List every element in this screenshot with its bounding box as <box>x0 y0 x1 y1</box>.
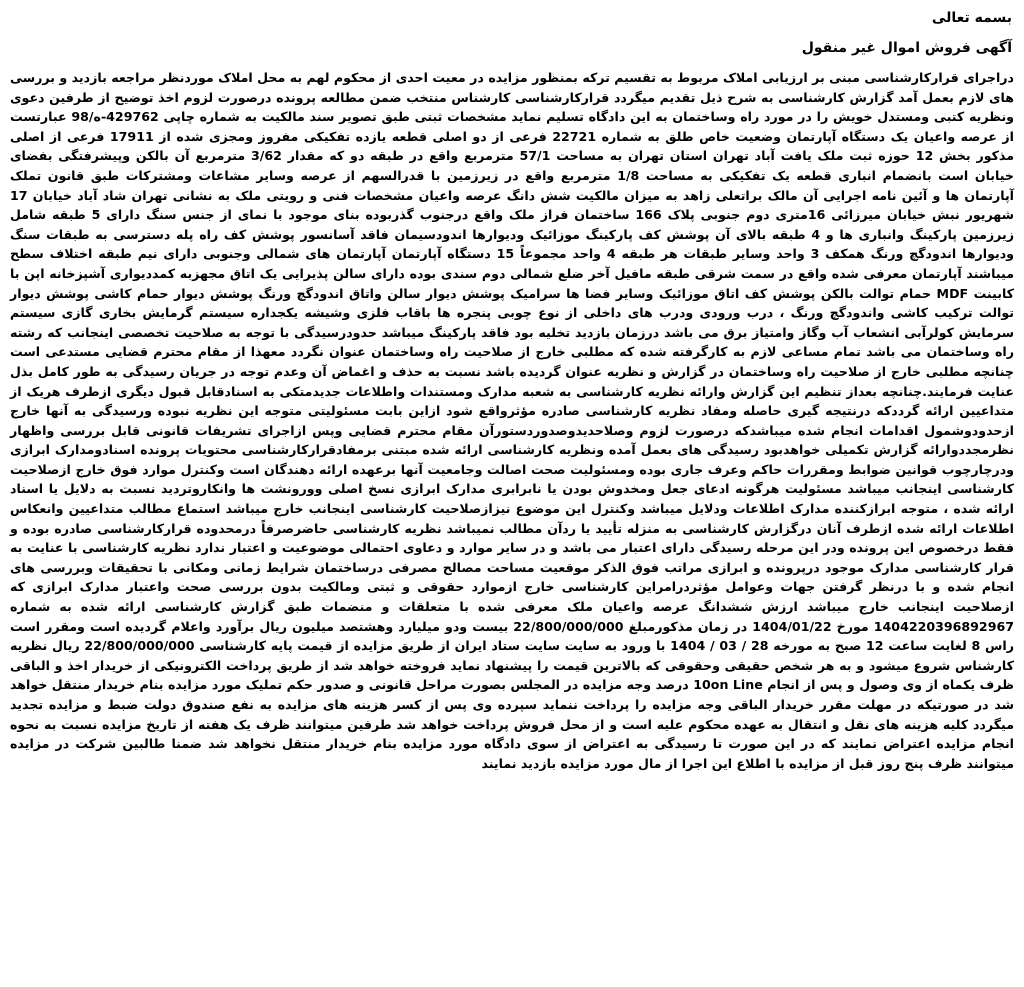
notice-document <box>8 8 1016 773</box>
notice-title: آگهی فروش اموال غیر منقول <box>801 40 1012 56</box>
bismillah-heading: بسمه تعالی <box>931 10 1012 26</box>
notice-body: دراجرای قرارکارشناسی مبنی بر ارزیابی املاک مربوط به تقسیم ترکه بمنظور مزایده در معیت احدی از محکوم لهم به محل املاک موردنظر مراجعه بازدید و بررسی های لازم بعمل آمد گزارش کارشناسی به شرح ذیل تقدیم میگردد قرارکارشناسی کارشناس منتخب ضمن مطالعه پرونده درصورت لزوم اخذ توضیح از طرفین دعوی ونظریه کتبی ومستدل خویش را در مورد راه وساختمان به این دادگاه تسلیم نماید مشخصات ثبتی طبق تصویر سند مالکیت به شماره چاپی 429762-ه/98 عبارتست از عرصه واعیان یک دستگاه آپارتمان وضعیت خاص طلق به شماره 22721 فرعی از دو اصلی قطعه یازده تفکیکی مفروز ومجزی شده از 17911 فرعی از اصلی مذکور بخش 12 حوزه ثبت ملک یافت آباد تهران استان تهران به مساحت 57/1 مترمربع واقع در طبقه دو که مقدار 3/62 مترمربع آن بالکن وپیشرفتگی بفضای خیابان است بانضمام انباری قطعه یک تفکیکی به مساحت 1/8 مترمربع واقع در زیرزمین با قدرالسهم از عرصه وسایر مشاعات ومشترکات طبق قانون تملک آپارتمان ها و آئین نامه اجرایی آن مالک براتعلی زاهد به میزان مالکیت شش دانگ عرصه واعیان مشخصات فنی و رویتی ملک به نشانی تهران شاد آباد خیابان 17 شهریور نبش خیابان میرزائی 16متری دوم جنوبی پلاک 166 ساختمان فراز ملک واقع درجنوب گذربوده بنای موجود با نمای از جنس سنگ دارای 5 طبقه شامل زیرزمین پارکینگ وانباری ها و 4 طبقه بالای آن پوشش کف پارکینگ موزائیک ودیوارها اندودسیمان فاقد آسانسور پوشش کف راه پله دسترسی به طبقات سنگ ودیوارها اندودگچ ورنگ همکف 3 واحد وسایر طبقات هر طبقه 4 واحد مجموعاً 15 دستگاه آپارتمان آپارتمان های شمالی وجنوبی دارای نیم طبقه اختلاف سطح میباشند آپارتمان معرفی شده واقع در سمت شرقی طبقه مافیل آخر ضلع شمالی دوم سندی بوده دارای سالن پذیرایی یک اتاق مجهزبه کمددیواری آشپزخانه اپن با کابینت MDF حمام توالت بالکن پوشش کف اتاق موزائیک وسایر فضا ها سرامیک پوشش دیوار سالن واتاق اندودگچ ورنگ پوشش دیوار حمام کاشی پوشش دیوار توالت ترکیب کاشی واندودگچ ورنگ ، درب ورودی ودرب های داخلی از نوع چوبی پنجره ها باقاب فلزی وشیشه یکجداره سیستم گرمایش بخاری گازی سیستم سرمایش کولرآبی انشعاب آب وگاز وامتیاز برق می باشد درزمان بازدید تخلیه بود فاقد پارکینگ میباشد حدودرسیدگی با توجه به صلاحیت تخصصی اینجانب که رشته راه وساختمان می باشد تمام مساعی لازم به کارگرفته شده که مطلبی خارج از صلاحیت راه وساختمان عنوان نگردد معهذا از مقام محترم قضایی مستدعی است چنانچه مطلبی خارج از صلاحیت راه وساختمان در گزارش و نظریه عنوان گردیده باشد نسبت به حذف و اغماض آن وعدم توجه در جریان رسیدگی به طور کامل بذل عنایت فرمایند.چنانچه بعداز تنظیم این گزارش وارائه نظریه کارشناسی به شعبه مدارک ومستندات واطلاعات جدیدمتکی به اسنادقابل قبول دیگری ازطرف هریک از متداعیین ارائه گرددکه درنتیجه گیری حاصله ومفاد نظریه کارشناسی صادره مؤثرواقع شود ازاین بابت مسئولیتی متوجه این نظریه نبوده ورسیدگی به آنها خارج ازحدودوشمول اقدامات انجام شده میباشدکه درصورت لزوم وصلاحدیدوصدوردستورآن مقام محترم قضایی وپس ازاجرای تشریفات قانونی قابل بررسی واظهار نظرمجددوارائه گزارش تکمیلی خواهدبود رسیدگی های بعمل آمده ونظریه کارشناسی ارائه شده مبتنی برمفادقرارکارشناسی محتویات پرونده اسنادومدارک ابرازی ودرچارچوب قوانین ضوابط ومقررات حاکم وعرف جاری بوده ومسئولیت صحت اصالت وجامعیت آنها برعهده ارائه دهندگان است وکنترل موارد فوق خارج ازصلاحیت کارشناسی اینجانب میباشد مسئولیت هرگونه ادعای جعل ومخدوش بودن یا نابرابری مدارک ابرازی نسخ اصلی وورونشت ها وانکاروتردید نسبت به دلایل یا اسناد ارائه شده ، متوجه ابرازکننده مدارک اطلاعات ودلایل میباشد وکنترل این موضوع نیزازصلاحیت کارشناسی اینجانب خارج میباشد استماع مطالب متداعیین وانعکاس اطلاعات ارائه شده ازطرف آنان درگزارش کارشناسی به منزله تأیید یا ردآن مطالب نمیباشد نظریه کارشناسی حاضرصرفاً درمحدوده قرارکارشناسی صادره بوده و فقط درخصوص این پرونده ودر این مرحله رسیدگی دارای اعتبار می باشد و در سایر موارد و دعاوی احتمالی موضوعیت و اعتبار ندارد نظریه کارشناسی با عنایت به قرار کارشناسی مدارک موجود درپرونده و ابرازی مراتب فوق الذکر موقعیت مساحت مصالح مصرفی درساختمان شرایط زمانی ومکانی با تحقیقات وبررسی های انجام شده و با درنظر گرفتن جهات وعوامل مؤثردرامراین کارشناسی خارج ازموارد حقوقی و ثبتی ومالکیت بدون بررسی صحت واعتبار مدارک ابرازی که ازصلاحیت اینجانب خارج میباشد ارزش ششدانگ عرصه واعیان ملک معرفی شده با متعلقات و منضمات طبق گزارش کارشناسی ارائه شده به شماره 1404220396892967 مورخ 1404/01/22 در زمان مذکورمبلغ 22/800/000/000 بیست ودو میلیارد وهشتصد میلیون ریال برآورد واعلام گردیده است ومقرر است راس 8 لغایت ساعت 12 صبح به مورخه 28 / 03 / 1404 با ورود به سایت سایت ستاد ایران از طریق مزایده از قیمت پایه کارشناسی 22/800/000/000 ریال نظریه کارشناس شروع میشود و به هر شخص حقیقی وحقوقی که بالاترین قیمت را پیشنهاد نماید فروخته خواهد شد از طریق پرداخت الکترونیکی از خریدار اخذ و الباقی ظرف یکماه از وی وصول و پس از انجام 10on Line درصد وجه مزایده در المجلس بصورت مراحل قانونی و صدور حکم تملیک مورد مزایده بنام خریدار منتقل خواهد شد در صورتیکه در مهلت مقرر خریدار الباقی وجه مزایده را پرداخت ننماید سپرده وی پس از کسر هزینه های مزایده به نفع صندوق دولت ضبط و مزایده تجدید میگردد کلیه هزینه های نقل و انتقال به عهده محکوم علیه است و از محل فروش پرداخت خواهد شد طرفین میتوانند ظرف یک هفته از تاریخ مزایده نسبت به نحوه انجام مزایده اعتراض نمایند که در این صورت تا رسیدگی به اعتراض از سوی دادگاه مورد مزایده بنام خریدار منتقل نخواهد شد ضمنا طالبین شرکت در مزایده میتوانند ظرف پنج روز قبل از مزایده با اطلاع این اجرا از مال مورد مزایده بازدید نمایند <box>10 70 1014 771</box>
